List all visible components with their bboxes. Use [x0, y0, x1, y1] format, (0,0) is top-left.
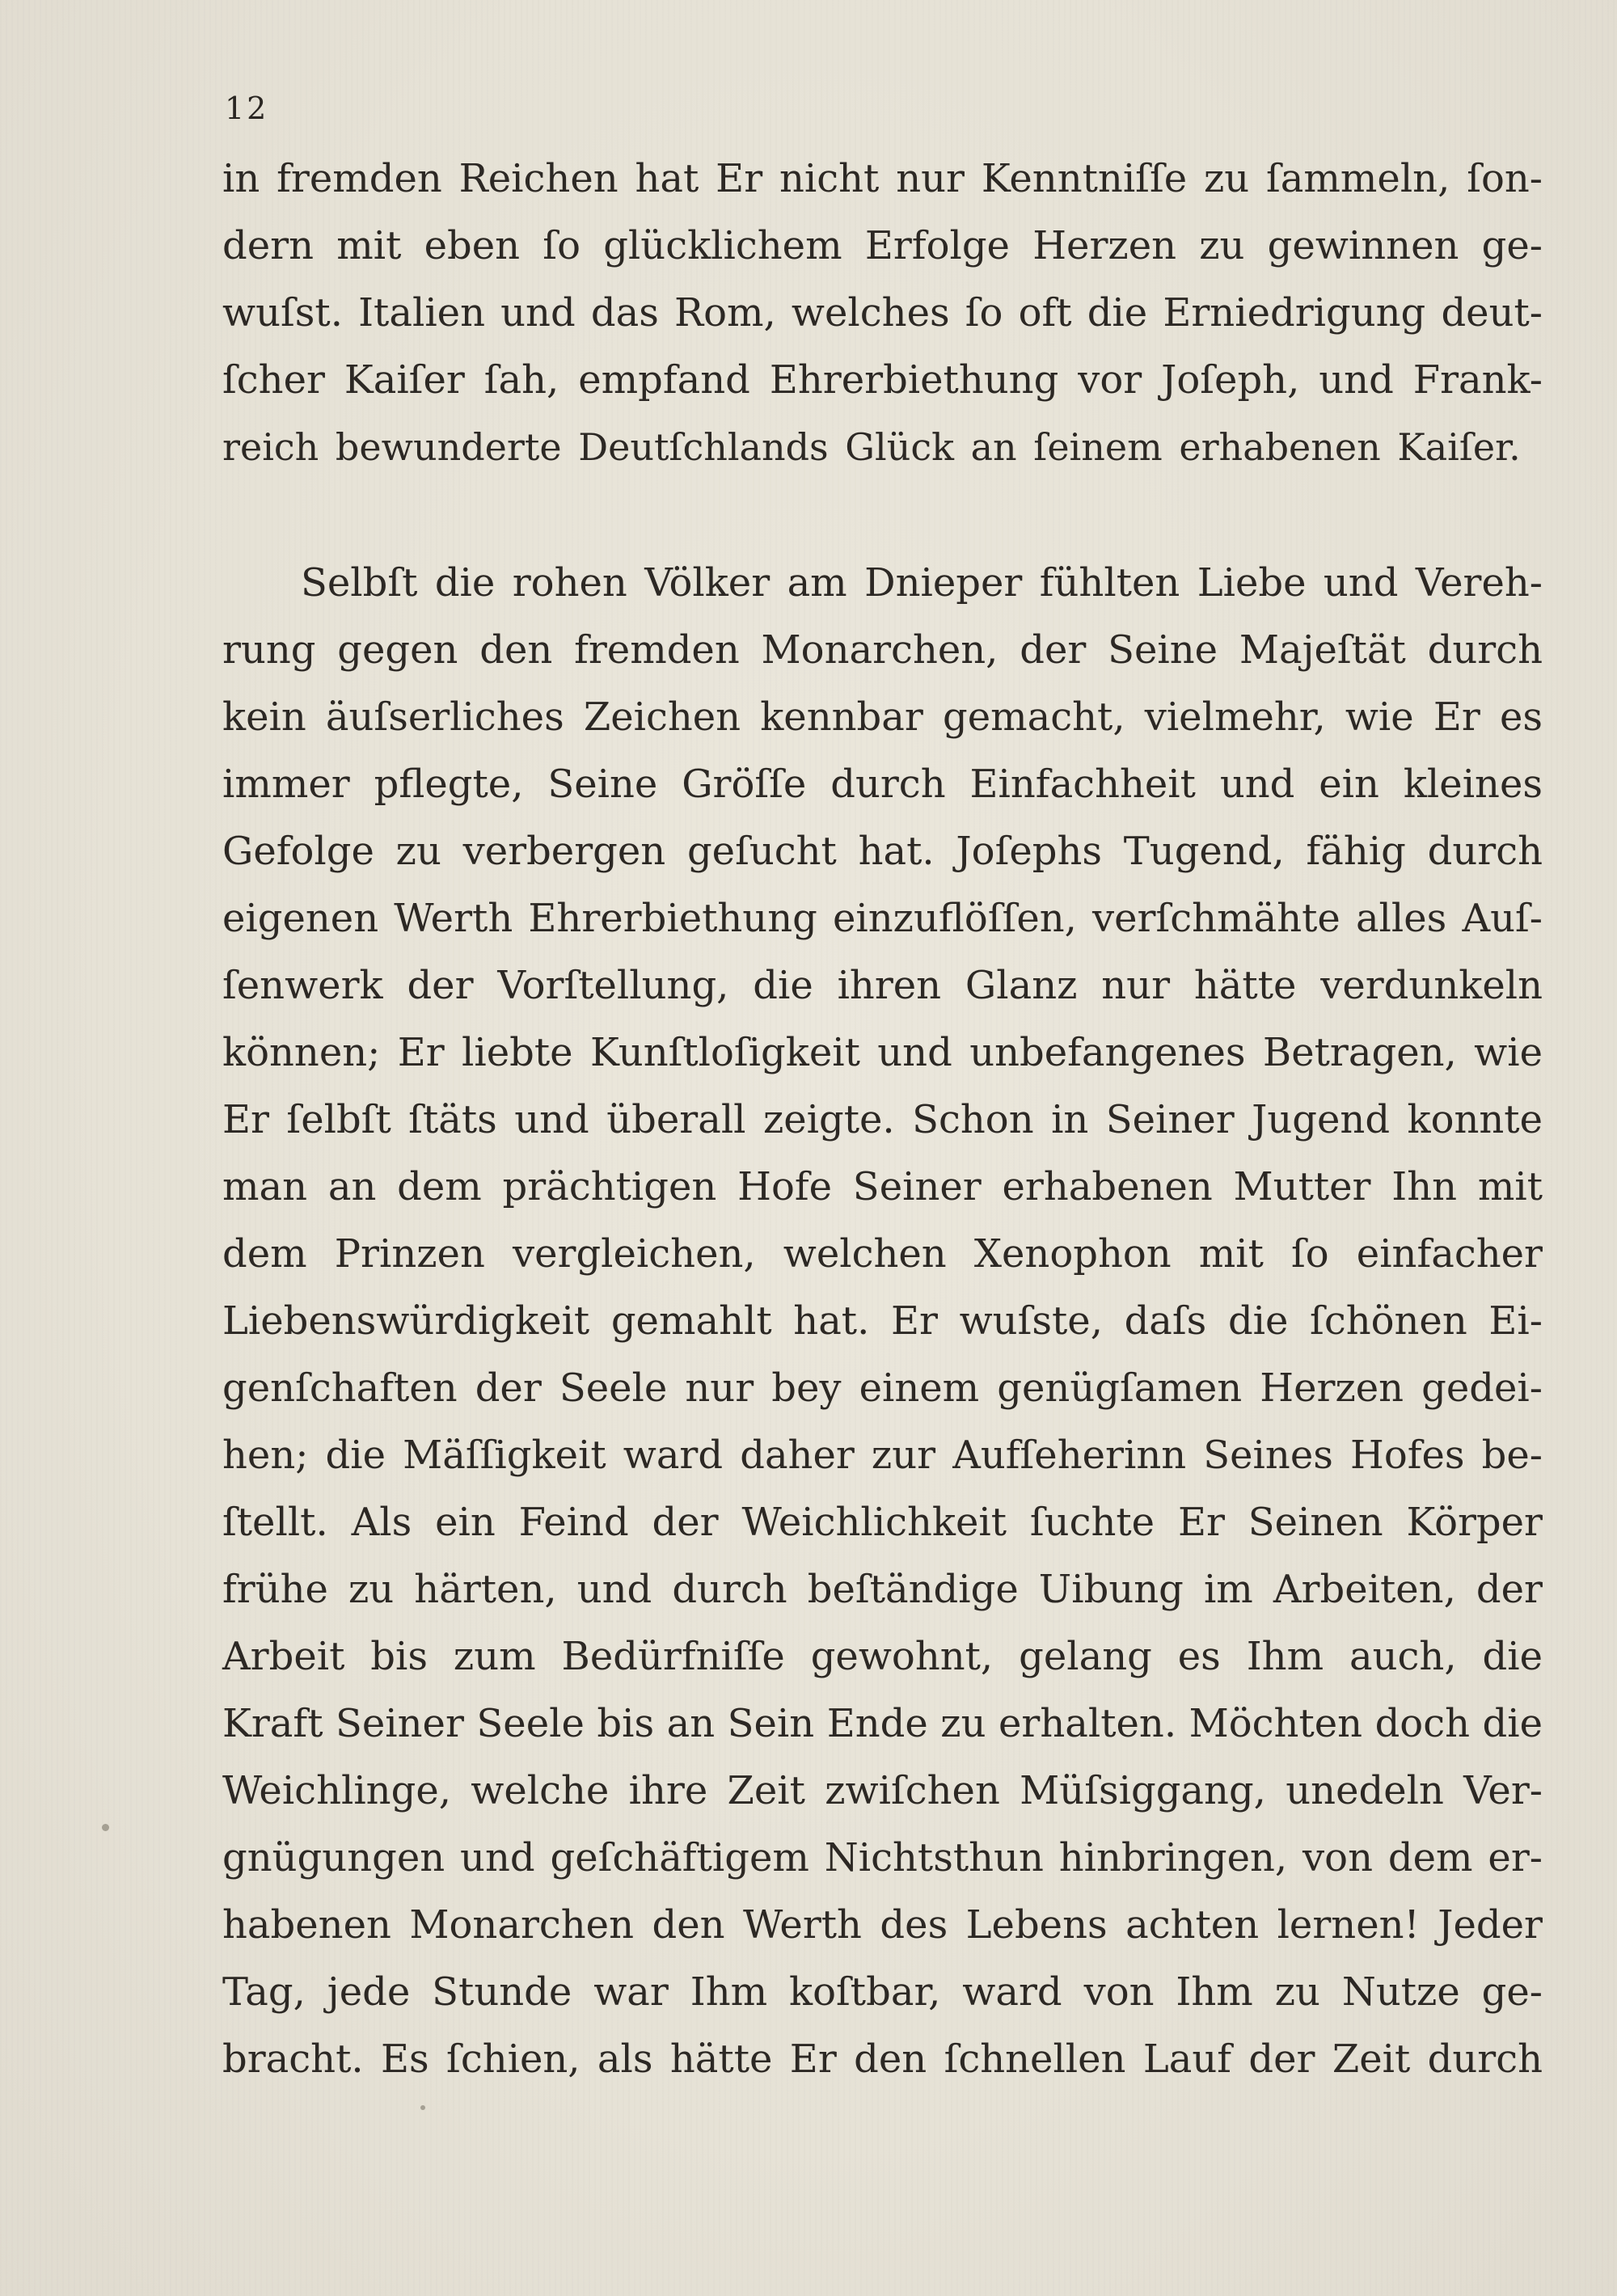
text-line: frühe zu härten, und durch beſtändige Uibung im Arbeiten, der [222, 1567, 1543, 1612]
text-line: genſchaften der Seele nur bey einem genügſamen Herzen gedei- [222, 1365, 1543, 1411]
text-line: Arbeit bis zum Bedürfniſſe gewohnt, gelang es Ihm auch, die [222, 1634, 1543, 1679]
text-line: kein äuſserliches Zeichen kennbar gemacht, vielmehr, wie Er es [222, 694, 1543, 740]
text-line: Tag, jede Stunde war Ihm koſtbar, ward von Ihm zu Nutze ge- [222, 1969, 1543, 2015]
text-line: bracht. Es ſchien, als hätte Er den ſchnellen Lauf der Zeit durch [222, 2036, 1543, 2082]
text-line: Kraft Seiner Seele bis an Sein Ende zu erhalten. Möchten doch die [222, 1701, 1543, 1746]
text-line: Liebenswürdigkeit gemahlt hat. Er wuſste, daſs die ſchönen Ei- [222, 1298, 1543, 1344]
text-line: hen; die Mäſſigkeit ward daher zur Aufſeherinn Seines Hofes be- [222, 1433, 1543, 1478]
text-line: reich bewunderte Deutſchlands Glück an ſeinem erhabenen Kaiſer. [222, 425, 1521, 469]
text-line: wuſst. Italien und das Rom, welches ſo oft die Erniedrigung deut- [222, 290, 1543, 336]
text-line: immer pflegte, Seine Gröſſe durch Einfachheit und ein kleines [222, 762, 1543, 807]
text-line: ſtellt. Als ein Feind der Weichlichkeit ſuchte Er Seinen Körper [222, 1500, 1543, 1545]
text-line: Gefolge zu verbergen geſucht hat. Joſephs Tugend, fähig durch [222, 829, 1543, 874]
text-line: habenen Monarchen den Werth des Lebens achten lernen! Jeder [222, 1902, 1543, 1948]
text-line: eigenen Werth Ehrerbiethung einzuflöſſen, verſchmähte alles Auſ- [222, 896, 1543, 941]
text-line: dern mit eben ſo glücklichem Erfolge Herzen zu gewinnen ge- [222, 223, 1543, 268]
text-line: in fremden Reichen hat Er nicht nur Kenntniſſe zu ſammeln, ſon- [222, 156, 1543, 201]
paper-speck [420, 2105, 425, 2110]
paper-speck [102, 1824, 109, 1831]
text-line: Selbſt die rohen Völker am Dnieper fühlten Liebe und Vereh- [301, 560, 1543, 606]
text-line: rung gegen den fremden Monarchen, der Seine Majeſtät durch [222, 627, 1543, 673]
text-line: man an dem prächtigen Hofe Seiner erhabenen Mutter Ihn mit [222, 1164, 1543, 1209]
text-line: Weichlinge, welche ihre Zeit zwiſchen Müſsiggang, unedeln Ver- [222, 1768, 1543, 1813]
page-number: 12 [225, 91, 269, 126]
text-line: gnügungen und geſchäftigem Nichtsthun hinbringen, von dem er- [222, 1835, 1543, 1880]
text-line: können; Er liebte Kunſtloſigkeit und unbefangenes Betragen, wie [222, 1030, 1543, 1075]
text-line: Er ſelbſt ſtäts und überall zeigte. Schon in Seiner Jugend konnte [222, 1097, 1543, 1142]
text-line: ſcher Kaiſer ſah, empfand Ehrerbiethung vor Joſeph, und Frank- [222, 357, 1543, 403]
text-line: dem Prinzen vergleichen, welchen Xenophon mit ſo einfacher [222, 1231, 1543, 1277]
text-line: ſenwerk der Vorſtellung, die ihren Glanz nur hätte verdunkeln [222, 963, 1543, 1008]
